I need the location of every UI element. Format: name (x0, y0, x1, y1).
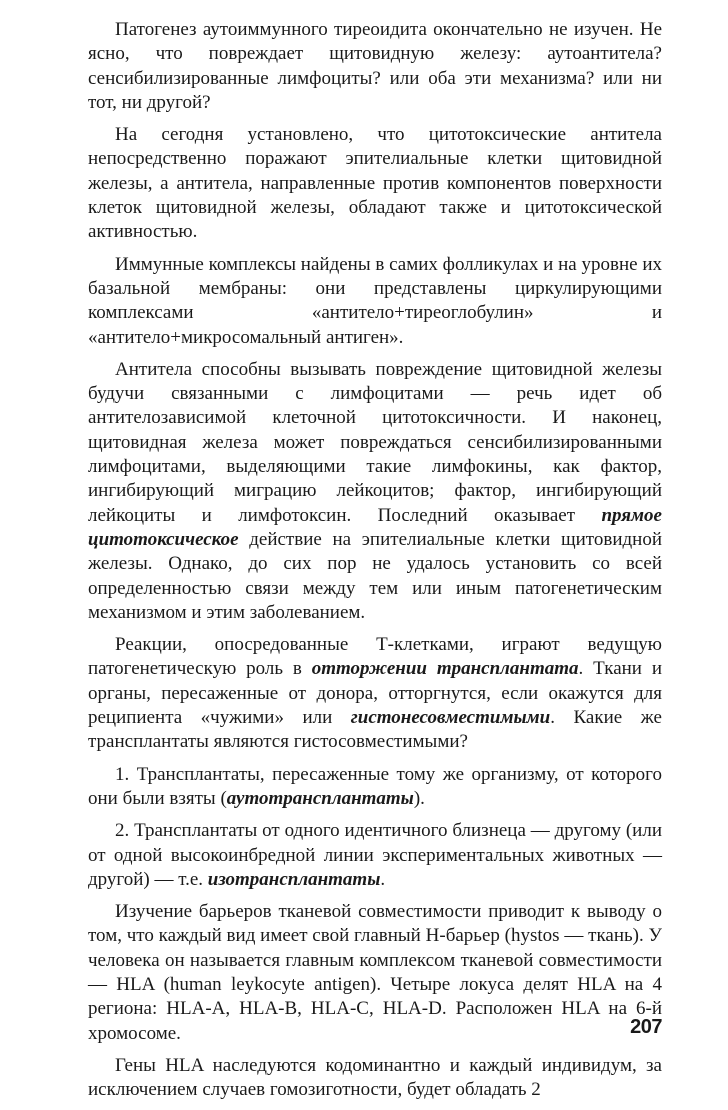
paragraph-5 (88, 633, 662, 754)
paragraph-8: Изучение барьеров тканевой совместимости приводит к выводу о том, что каждый вид имеет свой главный Н-барьер (hystos — ткань). У человека он называется главным комплексом тканевой совместимости — HLA (human leykocyte antigen). Четыре локуса делят HLA на 4 региона: HLA-A, HLA-B, HLA-C, HLA-D. Расположен HLA на 6-й хромосоме. (88, 901, 662, 1044)
page-number: 207 (630, 1016, 662, 1038)
paragraph-3: Иммунные комплексы найдены в самих фолликулах и на уровне их базальной мембраны: они представлены циркулирующими комплексами «антитело+тиреоглобулин» и «антитело+микросомальный антиген». (88, 253, 662, 348)
paragraph-5-text-a: Реакции, опосредованные Т-клетками, играют ведущую патогенетическую роль в (88, 634, 662, 680)
list-item-1-text-a: 1. Трансплантаты, пересаженные тому же организму, от которого они были взяты ( (88, 763, 662, 809)
list-item-2-text-a: 2. Трансплантаты от одного идентичного близнеца — другому (или от одной высокоинбредной линии экспериментальных животных — другой) — т.е. (88, 820, 662, 890)
paragraph-4 (88, 358, 662, 625)
paragraph-5-text-b: . Ткани и органы, пересаженные от донора, отторгнутся, если окажутся для реципиента «чужими» или (88, 658, 662, 729)
paragraph-4-text-b: действие на эпителиальные клетки щитовидной железы. Однако, до сих пор не удалось установить со всей определенностью связи между тем или иным патогенетическим механизмом и этим заболеванием. (88, 528, 662, 623)
paragraph-9: Гены HLA наследуются кодоминантно и каждый индивидум, за исключением случаев гомозиготности, будет обладать 2 (88, 1054, 662, 1101)
paragraph-5-text-c: . Какие же трансплантаты являются гистосовместимыми? (88, 707, 662, 753)
list-item-2-text-b: . (380, 868, 386, 890)
paragraph-4-text-a: Антитела способны вызывать повреждение щитовидной железы будучи связанными с лимфоцитами — речь идет об антителозависимой клеточной цитотоксичности. И наконец, щитовидная железа может повреждаться сенсибилизированными лимфоцитами, выделяющими такие лимфокины, как фактор, ингибирующий миграцию лейкоцитов; фактор, ингибирующий лейкоциты и лимфотоксин. Последний оказывает (88, 358, 662, 526)
emphasis-autotransplants: аутотрансплантаты (226, 787, 414, 809)
list-item-1-text-b: ). (413, 787, 425, 809)
emphasis-isotransplants: изотрансплантаты (207, 868, 381, 890)
emphasis-transplant-rejection: отторжении трансплантата (311, 658, 579, 680)
list-item-2 (88, 819, 662, 892)
page-body (88, 18, 662, 1110)
paragraph-2: На сегодня установлено, что цитотоксические антитела непосредственно поражают эпителиальные клетки щитовидной железы, а антитела, направленные против компонентов поверхности клеток щитовидной железы, обладают также и цитотоксической активностью. (88, 124, 662, 243)
paragraph-1: Патогенез аутоиммунного тиреоидита окончательно не изучен. Не ясно, что повреждает щитовидную железу: аутоантитела? сенсибилизированные лимфоциты? или оба эти механизма? или ни тот, ни другой? (88, 19, 662, 113)
emphasis-histoincompatible: гистонесовместимыми (350, 707, 551, 729)
emphasis-direct-cytotoxic: прямое цитотоксическое (88, 504, 662, 550)
list-item-1 (88, 763, 662, 812)
